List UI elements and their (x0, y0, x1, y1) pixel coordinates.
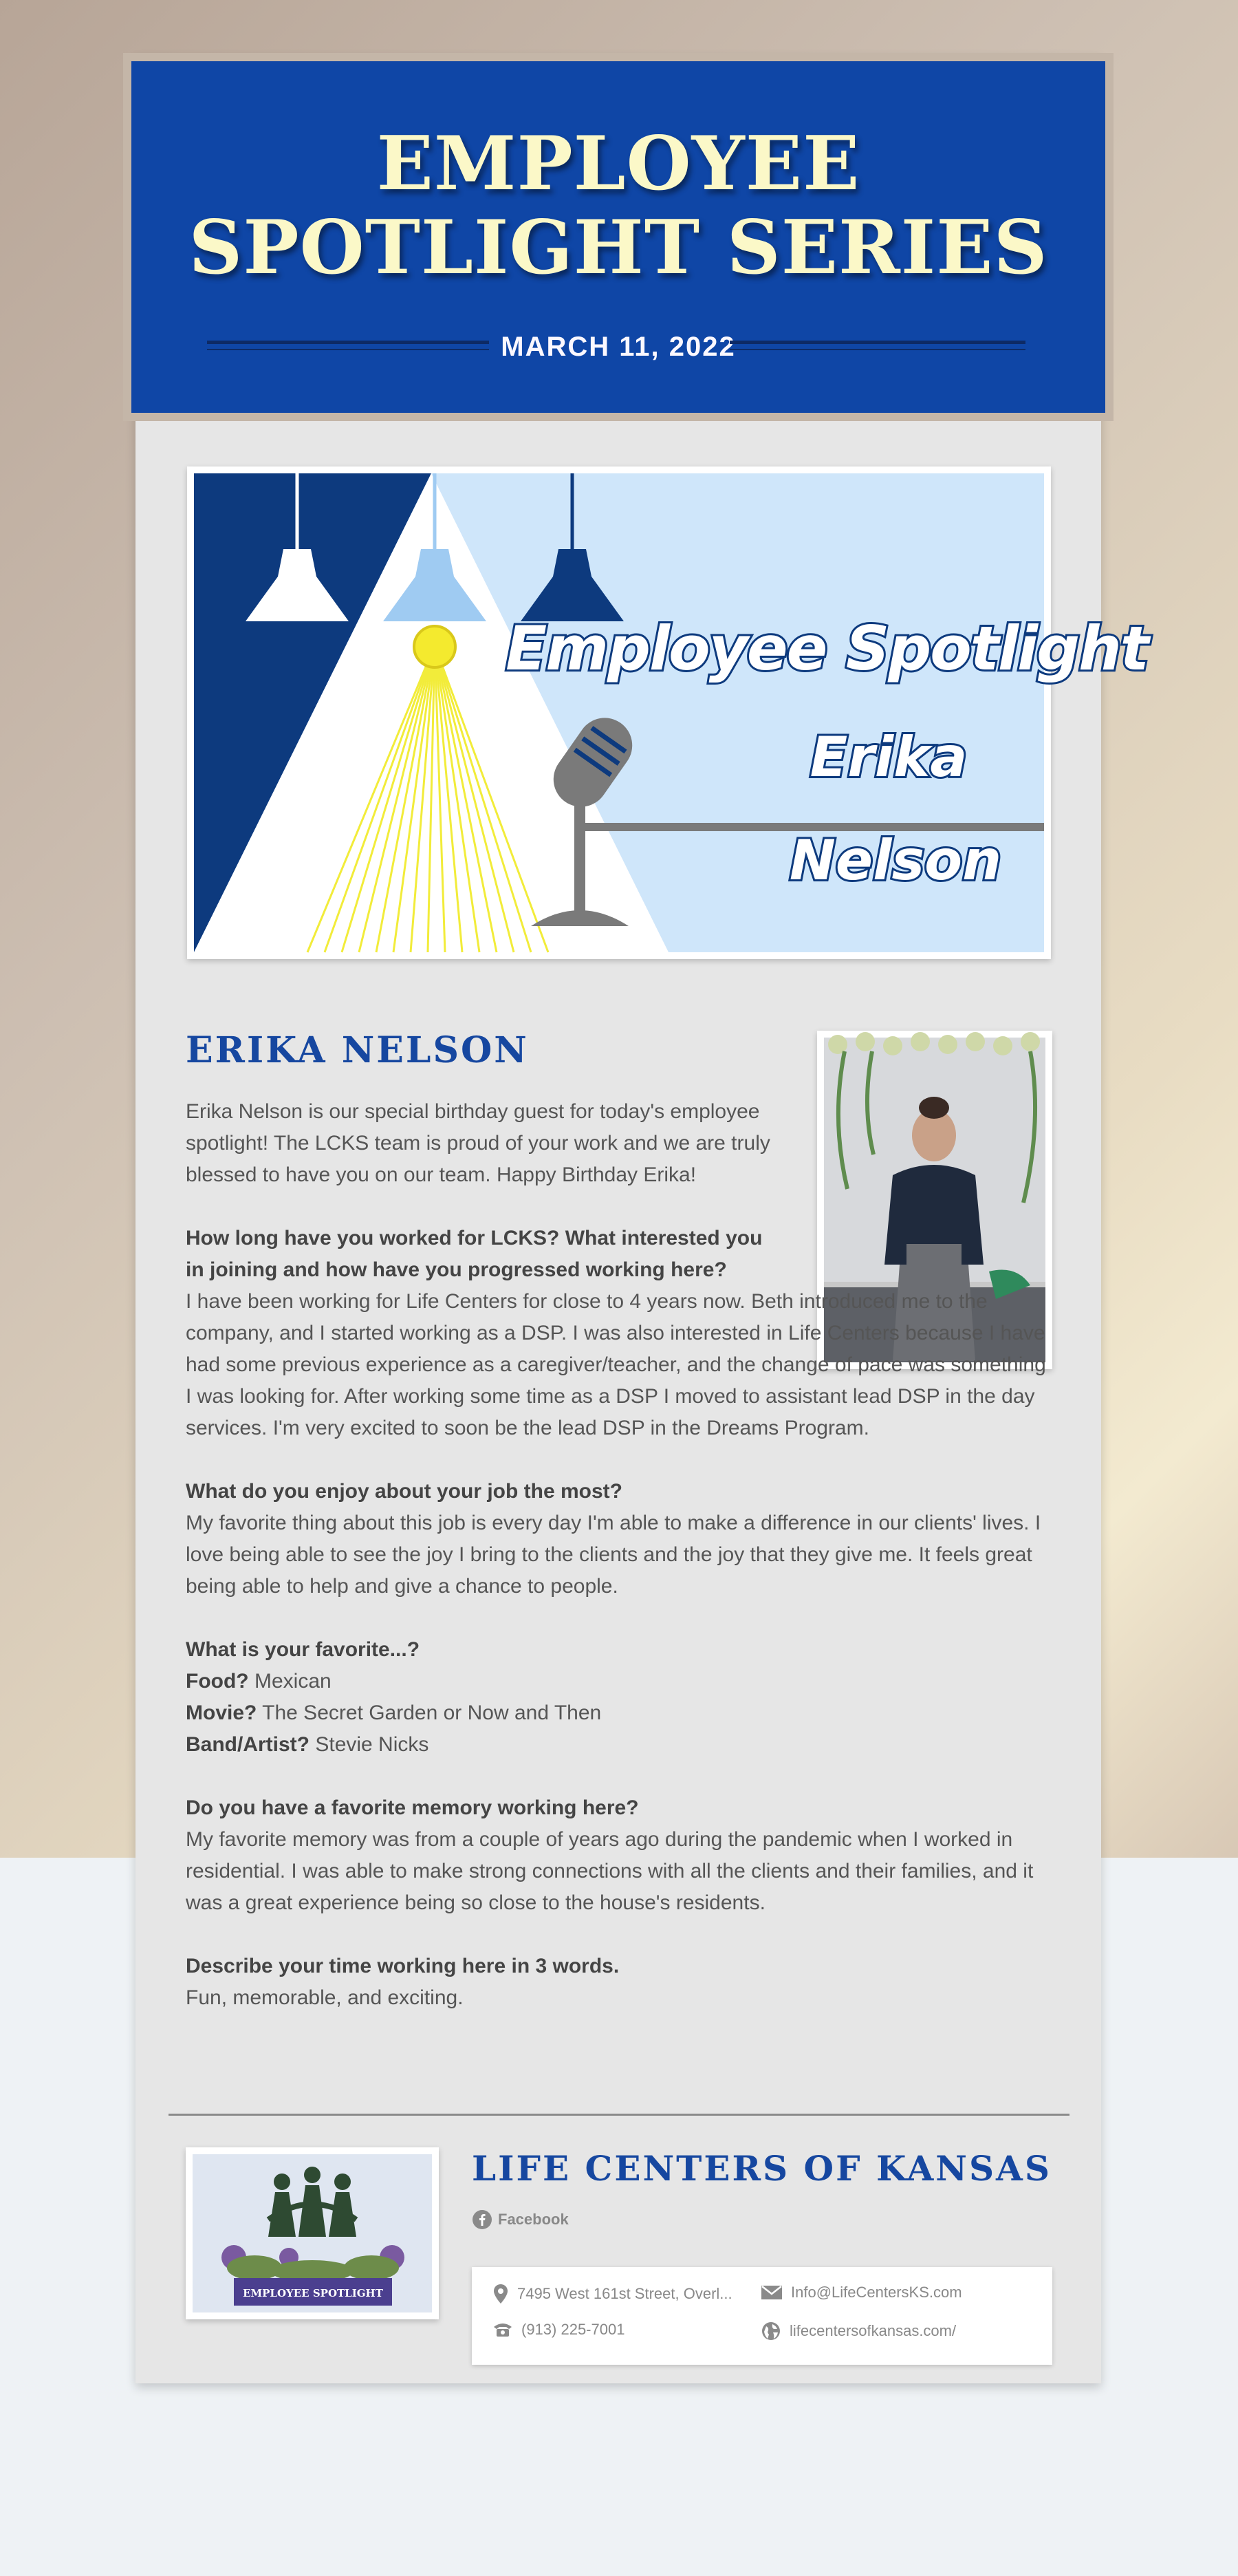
banner-headline: Employee Spotlight (506, 613, 1148, 684)
globe-icon (761, 2321, 781, 2341)
phone-text: (913) 225-7001 (521, 2321, 625, 2338)
answer-1 (186, 1286, 1052, 1444)
answer-2: My favorite thing about this job is every day I'm able to make a difference in our clients' lives. I love being able to see the joy I bring to the clients and the joy that they give me. It feels great being able to help and give a chance to people. (186, 1512, 1041, 1598)
question-3: What is your favorite...? (186, 1638, 420, 1661)
fav-band-row (186, 1729, 1052, 1761)
fav-food-value: Mexican (254, 1670, 332, 1693)
org-logo-image (193, 2154, 432, 2312)
banner-last-name: Nelson (789, 828, 1002, 892)
issue-date: MARCH 11, 2022 (501, 332, 736, 362)
contact-box (472, 2267, 1052, 2365)
page-title: EMPLOYEE SPOTLIGHT SERIES (188, 120, 1048, 291)
header (123, 53, 1114, 421)
banner-first-name: Erika (810, 725, 968, 789)
qa-block-1 (186, 1223, 1052, 1444)
org-name: LIFE CENTERS OF KANSAS (472, 2148, 1052, 2189)
question-5: Describe your time working here in 3 words. (186, 1955, 620, 1977)
date-row (131, 330, 1105, 364)
article-body (186, 1096, 1052, 2014)
email-icon (761, 2284, 783, 2301)
facebook-link[interactable] (472, 2209, 569, 2231)
employee-name-heading: ERIKA NELSON (186, 1029, 529, 1071)
question-2: What do you enjoy about your job the most? (186, 1480, 622, 1503)
fav-band-label: Band/Artist? (186, 1733, 310, 1756)
intro-paragraph: Erika Nelson is our special birthday guest for today's employee spotlight! The LCKS team is proud of your work and we are truly blessed to have you on our team. Happy Birthday Erika! (186, 1100, 770, 1186)
contact-address[interactable] (492, 2284, 740, 2304)
contact-phone[interactable] (492, 2321, 625, 2339)
email-text: Info@LifeCentersKS.com (791, 2284, 962, 2301)
question-1: How long have you worked for LCKS? What interested you in joining and how have you progressed working here? (186, 1227, 763, 1281)
fav-movie-label: Movie? (186, 1702, 257, 1724)
answer-1-text: I have been working for Life Centers for close to 4 years now. Beth introduced me to the company, and I started working as a DSP. I was also interested in Life Centers because I have had some previous experience as a caregiver/teacher, and the change of pace was something I was looking for. After working some time as a DSP I moved to assistant lead DSP in the day services. I'm very excited to soon be the lead DSP in the Dreams Program. (186, 1290, 1046, 1439)
contact-email[interactable] (761, 2284, 962, 2301)
contact-website[interactable] (761, 2321, 956, 2341)
question-4: Do you have a favorite memory working here? (186, 1796, 639, 1819)
map-pin-icon (492, 2284, 509, 2304)
spotlight-illustration (194, 473, 1148, 952)
fav-movie-row (186, 1697, 1052, 1729)
qa-block-5 (186, 1951, 1052, 2014)
fav-movie-value: The Secret Garden or Now and Then (262, 1702, 602, 1724)
fav-food-label: Food? (186, 1670, 249, 1693)
website-text: lifecentersofkansas.com/ (790, 2322, 957, 2339)
date-rule-right (730, 341, 1025, 350)
logo-caption: EMPLOYEE SPOTLIGHT (243, 2287, 383, 2299)
fav-food-row (186, 1666, 1052, 1697)
spotlight-banner (187, 466, 1148, 959)
qa-block-4 (186, 1792, 1052, 1919)
facebook-label: Facebook (498, 2211, 569, 2228)
org-logo (186, 2147, 439, 2319)
address-text: 7495 West 161st Street, Overl... (517, 2285, 732, 2302)
facebook-icon (472, 2209, 492, 2230)
answer-4: My favorite memory was from a couple of years ago during the pandemic when I worked in residential. I was able to make strong connections with all the clients and their families, and it was a great experience being so close to the house's residents. (186, 1828, 1034, 1914)
header-panel (131, 61, 1105, 413)
footer-divider (169, 2114, 1069, 2116)
answer-5: Fun, memorable, and exciting. (186, 1986, 464, 2009)
phone-icon (492, 2321, 513, 2338)
fav-band-value: Stevie Nicks (315, 1733, 429, 1756)
qa-block-2 (186, 1476, 1052, 1602)
qa-block-3 (186, 1634, 1052, 1761)
